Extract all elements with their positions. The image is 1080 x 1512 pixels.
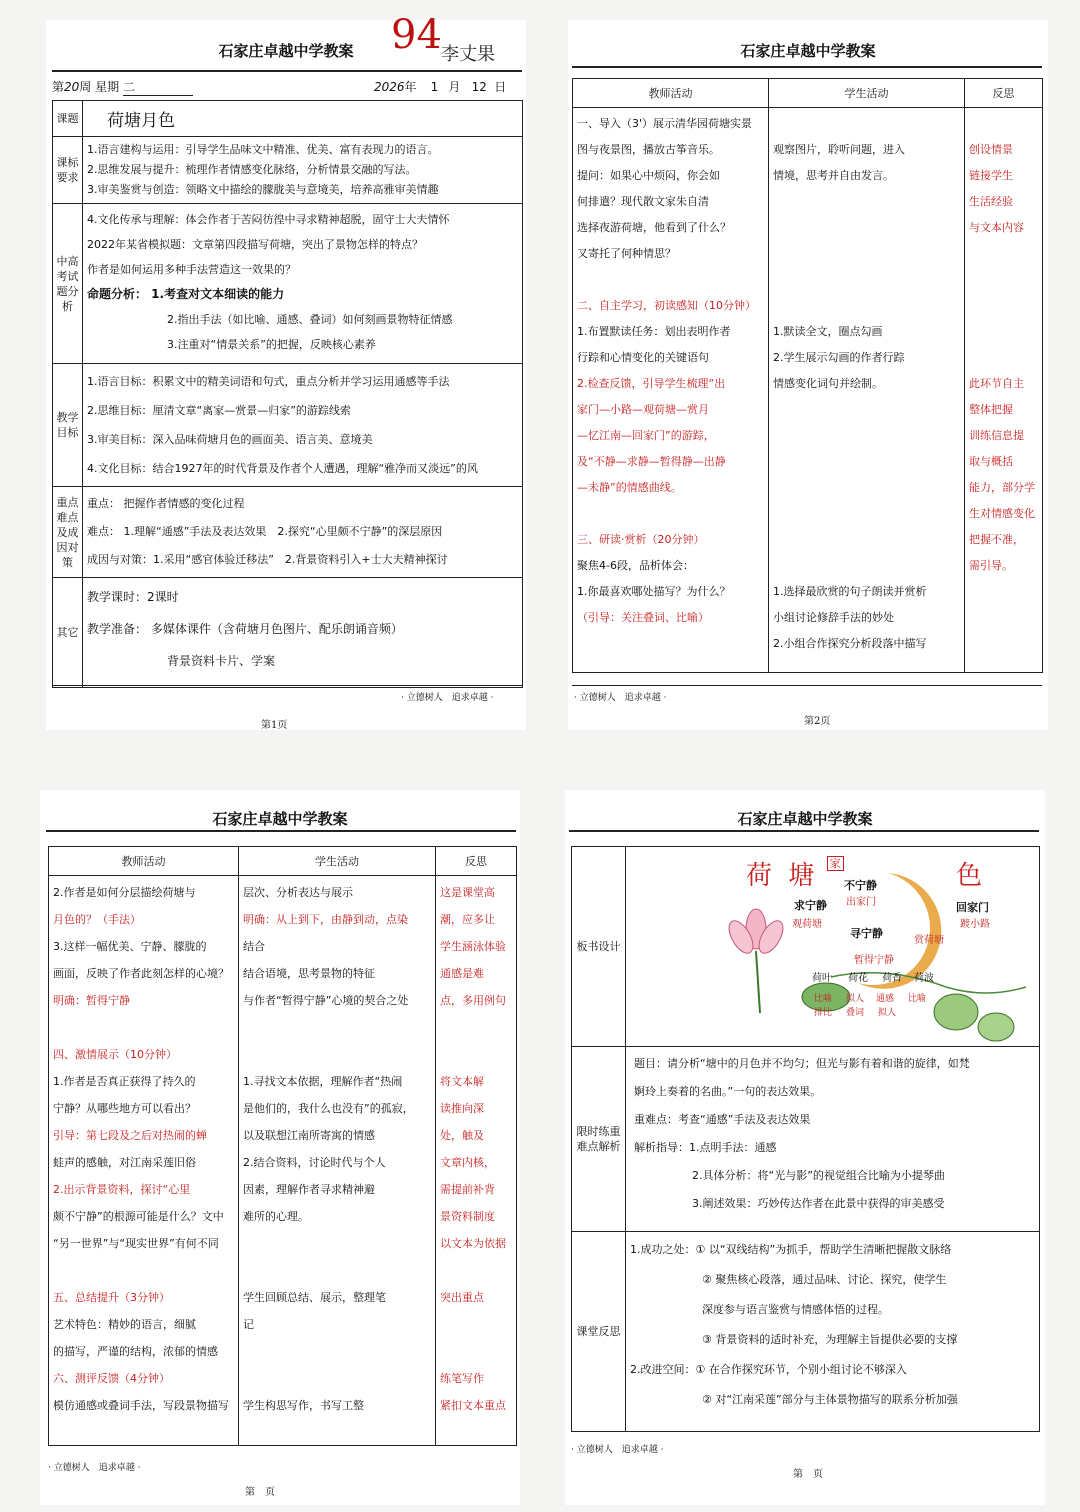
handwritten-line: 六、测评反馈（4分钟） — [53, 1372, 170, 1385]
handwritten-line — [577, 501, 764, 527]
handwritten-line: 生对情感变化 — [969, 507, 1035, 520]
month-value: 1 — [430, 80, 439, 94]
reflect-line: 深度参与语言鉴赏与情感体悟的过程。 — [702, 1303, 889, 1316]
handwritten-line: 2.小组合作探究分析段落中描写 — [773, 637, 927, 650]
week-suffix: 周 星期 — [79, 80, 120, 94]
handwritten-line: 潮，应多让 — [440, 913, 495, 926]
handwritten-line: 学生构思写作，书写工整 — [243, 1399, 364, 1412]
handwritten-line: 需提前补背 — [440, 1183, 495, 1196]
practice-line: 3.阐述效果：巧妙传达作者在此景中获得的审美感受 — [692, 1197, 945, 1210]
practice-line: 2.具体分析：将“光与影”的视觉组合比喻为小提琴曲 — [692, 1169, 945, 1182]
board-label: 板书设计 — [572, 847, 626, 1047]
board-title — [746, 855, 844, 892]
day-label: 日 — [494, 80, 507, 94]
page-number: 第2页 — [804, 716, 831, 727]
reflect-column — [436, 876, 517, 1446]
header-teacher: 教师活动 — [49, 847, 239, 876]
handwritten-line: 五、总结提升（3分钟） — [53, 1291, 170, 1304]
divider — [46, 830, 516, 832]
handwritten-line: 1.寻找文本依据，理解作者“热闹 — [243, 1075, 403, 1088]
handwritten-line: 练笔写作 — [440, 1372, 484, 1385]
handwritten-line: 以文本为依据 — [440, 1237, 506, 1250]
handwritten-line: 四、激情展示（10分钟） — [53, 1048, 177, 1061]
footer-divider — [572, 685, 1042, 686]
teacher-column — [573, 108, 769, 673]
motto: · 立德树人 追求卓越 · — [48, 1463, 141, 1473]
board-title-char: 荷 — [746, 861, 773, 891]
handwritten-line — [773, 501, 960, 527]
handwritten-line — [440, 1338, 512, 1365]
year-value: 2026 — [374, 80, 405, 94]
handwritten-line — [243, 1338, 431, 1365]
handwritten-line — [243, 1041, 431, 1068]
board-item: 荷花 — [848, 973, 868, 984]
board-item: 拟人 — [878, 1008, 897, 1018]
signer-name: 李丈果 — [441, 44, 495, 65]
board-house: 家 — [827, 856, 844, 871]
reflect-label: 课堂反思 — [572, 1232, 626, 1432]
goal-line: 4.文化目标：结合1927年的时代背景及作者个人遭遇，理解“雅净而又淡远”的风 — [87, 462, 478, 475]
standards-cell — [83, 137, 523, 204]
handwritten-line: 是他们的，我什么也没有”的孤寂， — [243, 1102, 414, 1115]
handwritten-line — [969, 319, 1038, 345]
handwritten-line: “另一世界”与“现实世界”有何不同 — [53, 1237, 219, 1250]
handwritten-line: 观察图片，聆听问题，进入 — [773, 143, 905, 156]
board-item: 回家门 — [956, 901, 989, 914]
page-2-title: 石家庄卓越中学教案 — [740, 42, 876, 60]
board-item: 排比 — [814, 1008, 833, 1018]
handwritten-line: 记 — [243, 1318, 254, 1331]
board-item: 出家门 — [846, 897, 876, 908]
divider — [52, 70, 522, 72]
handwritten-line: 难所的心理。 — [243, 1210, 309, 1223]
key-line: 重点： 把握作者情感的变化过程 — [87, 497, 245, 510]
year-label: 年 — [404, 80, 417, 94]
handwritten-line: 这是课堂高 — [440, 886, 495, 899]
handwritten-line: 聚焦4-6段，品析体会： — [577, 559, 694, 572]
handwritten-line: 2.结合资料，讨论时代与个人 — [243, 1156, 386, 1169]
handwritten-line — [773, 189, 960, 215]
handwritten-line: 引导：第七段及之后对热闹的蝉 — [53, 1129, 207, 1142]
board-item: 暂得宁静 — [854, 955, 894, 966]
handwritten-line: 结合 — [243, 940, 265, 953]
handwritten-line: 与作者“暂得宁静”心境的契合之处 — [243, 994, 409, 1007]
handwritten-line: 提问：如果心中烦闷，你会如 — [577, 169, 720, 182]
board-cell — [626, 847, 1040, 1047]
handwritten-line — [243, 1365, 431, 1392]
handwritten-line: 3.这样一幅优美、宁静、朦胧的 — [53, 940, 207, 953]
handwritten-line: 三、研读·赏析（20分钟） — [577, 533, 705, 546]
handwritten-line: 蛙声的感触，对江南采莲旧俗 — [53, 1156, 196, 1169]
standard-line: 3.审美鉴赏与创造：领略文中描绘的朦胧美与意境美，培养高雅审美情趣 — [87, 183, 439, 196]
date-line — [52, 78, 522, 96]
handwritten-line — [773, 267, 960, 293]
student-column — [769, 108, 965, 673]
handwritten-line — [969, 111, 1038, 137]
board-item: 寻宁静 — [850, 927, 883, 940]
handwritten-line — [969, 293, 1038, 319]
header-reflect: 反思 — [436, 847, 517, 876]
handwritten-line — [773, 397, 960, 423]
board-item: 踱小路 — [960, 919, 990, 930]
handwritten-line: 以及联想江南所寄寓的情感 — [243, 1129, 375, 1142]
topic-label: 课题 — [53, 101, 83, 137]
handwritten-line — [773, 423, 960, 449]
week-label: 第 — [52, 80, 65, 94]
motto: · 立德树人 追求卓越 · — [574, 693, 667, 703]
handwritten-line — [440, 1014, 512, 1041]
handwritten-line — [773, 449, 960, 475]
handwritten-line — [243, 1230, 431, 1257]
handwritten-line — [440, 1257, 512, 1284]
page-1-title: 石家庄卓越中学教案 — [218, 42, 354, 60]
student-column — [239, 876, 436, 1446]
handwritten-line: 紧扣文本重点 — [440, 1399, 506, 1412]
board-title-char: 塘 — [788, 861, 815, 891]
handwritten-line: 明确：暂得宁静 — [53, 994, 130, 1007]
page-2 — [568, 20, 1048, 730]
handwritten-line: 生活经验 — [969, 195, 1013, 208]
exam-line: 2022年某省模拟题：文章第四段描写荷塘，突出了景物怎样的特点？ — [87, 238, 423, 251]
handwritten-line — [773, 241, 960, 267]
handwritten-line: 1.默读全文，圈点勾画 — [773, 325, 883, 338]
page-4 — [565, 790, 1045, 1505]
activity-table — [572, 78, 1043, 673]
practice-label: 限时练重难点解析 — [572, 1047, 626, 1232]
handwritten-line: 2.出示背景资料，探讨“心里 — [53, 1183, 191, 1196]
board-item: 比喻 — [814, 994, 833, 1004]
header-reflect: 反思 — [965, 79, 1043, 108]
standard-line: 2.思维发展与提升：梳理作者情感变化脉络，分析情景交融的写法。 — [87, 163, 417, 176]
header-student: 学生活动 — [239, 847, 436, 876]
handwritten-line — [773, 111, 960, 137]
handwritten-line: 能力，部分学 — [969, 481, 1035, 494]
weekday-value: 二 — [123, 78, 193, 96]
lesson-plan-table — [52, 100, 523, 688]
handwritten-line: 月色的？（手法） — [53, 913, 141, 926]
other-line: 教学准备： 多媒体课件（含荷塘月色图片、配乐朗诵音频） — [87, 622, 403, 636]
handwritten-line: 结合语境，思考景物的特征 — [243, 967, 375, 980]
practice-line: 婀玲上奏着的名曲。”一句的表达效果。 — [634, 1085, 822, 1098]
handwritten-line: 宁静？从哪些地方可以看出？ — [53, 1102, 196, 1115]
board-item: 观荷塘 — [792, 919, 822, 930]
handwritten-line — [969, 241, 1038, 267]
handwritten-line: 链接学生 — [969, 169, 1013, 182]
handwritten-line: 情感变化词句并绘制。 — [773, 377, 883, 390]
handwritten-line: 2.检查反馈，引导学生梳理“出 — [577, 377, 726, 390]
motto: · 立德树人 追求卓越 · — [571, 1445, 664, 1455]
handwritten-line — [440, 1041, 512, 1068]
lotus-flower — [724, 909, 788, 1013]
reflect-line: ② 聚焦核心段落，通过品味、讨论、探究，使学生 — [702, 1273, 947, 1286]
handwritten-line: 把握不准， — [969, 533, 1024, 546]
board-item: 荷香 — [882, 973, 902, 984]
practice-line: 重难点：考查“通感”手法及表达效果 — [634, 1113, 811, 1126]
reflect-line: 2.改进空间：① 在合作探究环节，个别小组讨论不够深入 — [630, 1363, 907, 1376]
topic-cell — [83, 101, 523, 137]
reflect-line: ③ 背景资料的适时补充，为理解主旨提供必要的支撑 — [702, 1333, 958, 1346]
handwritten-line: 训练信息提 — [969, 429, 1024, 442]
exam-label: 中高考试题分析 — [53, 204, 83, 364]
handwritten-line: 情境，思考并自由发言。 — [773, 169, 894, 182]
page-number: 第 页 — [793, 1469, 823, 1480]
header-teacher: 教师活动 — [573, 79, 769, 108]
exam-line: 3.注重对“情景关系”的把握，反映核心素养 — [167, 338, 376, 351]
handwritten-line — [577, 267, 764, 293]
handwritten-line: 家门—小路—观荷塘—赏月 — [577, 403, 709, 416]
handwritten-line: 又寄托了何种情思？ — [577, 247, 676, 260]
handwritten-line: 因素，理解作者寻求精神避 — [243, 1183, 375, 1196]
page-3 — [40, 790, 520, 1505]
practice-line: 题目：请分析“塘中的月色并不均匀；但光与影有着和谐的旋律，如梵 — [634, 1057, 970, 1070]
handwritten-line: 1.选择最欣赏的句子朗读并赏析 — [773, 585, 927, 598]
handwritten-line: 整体把握 — [969, 403, 1013, 416]
handwritten-line: 图与夜景图，播放古筝音乐。 — [577, 143, 720, 156]
key-line: 难点： 1.理解“通感”手法及表达效果 2.探究“心里颇不宁静”的深层原因 — [87, 525, 443, 538]
board-item: 求宁静 — [794, 899, 827, 912]
page-number: 第1页 — [261, 720, 288, 731]
handwritten-line: 此环节自主 — [969, 377, 1024, 390]
handwritten-line — [53, 1014, 234, 1041]
week-value: 20 — [64, 80, 80, 94]
handwritten-line: —未静”的情感曲线。 — [577, 481, 682, 494]
handwritten-line: 及“不静—求静—暂得静—出静 — [577, 455, 726, 468]
exam-cell — [83, 204, 523, 364]
handwritten-line: 通感是难 — [440, 967, 484, 980]
handwritten-line — [773, 215, 960, 241]
handwritten-line: 需引导。 — [969, 559, 1013, 572]
exam-line: 2.指出手法（如比喻、通感、叠词）如何刻画景物特征情感 — [167, 313, 453, 326]
handwritten-line: 艺术特色：精妙的语言，细腻 — [53, 1318, 196, 1331]
motto: · 立德树人 追求卓越 · — [401, 693, 494, 703]
divider — [569, 830, 1039, 832]
handwritten-line — [773, 293, 960, 319]
handwritten-line — [969, 267, 1038, 293]
other-label: 其它 — [53, 578, 83, 688]
page-4-title: 石家庄卓越中学教案 — [737, 810, 873, 828]
key-label: 重点难点及成因对策 — [53, 487, 83, 578]
handwritten-line: 突出重点 — [440, 1291, 484, 1304]
handwritten-line: 1.作者是否真正获得了持久的 — [53, 1075, 196, 1088]
reflect-column — [965, 108, 1043, 673]
divider — [572, 66, 1042, 68]
handwritten-line — [440, 1311, 512, 1338]
activity-table — [48, 846, 517, 1446]
key-cell — [83, 487, 523, 578]
handwritten-line: 1.布置默读任务：划出表明作者 — [577, 325, 731, 338]
handwritten-line: 行踪和心情变化的关键语句 — [577, 351, 709, 364]
handwritten-line: 选择夜游荷塘，他看到了什么？ — [577, 221, 731, 234]
page-1 — [46, 12, 526, 731]
goal-line: 1.语言目标：积累文中的精美词语和句式，重点分析并学习运用通感等手法 — [87, 375, 450, 388]
handwritten-line: 模仿通感或叠词手法，写段景物描写 — [53, 1399, 229, 1412]
other-line: 教学课时：2课时 — [87, 590, 179, 604]
handwritten-line: 2.作者是如何分层描绘荷塘与 — [53, 886, 196, 899]
handwritten-line: 1.你最喜欢哪处描写？为什么？ — [577, 585, 731, 598]
handwritten-line — [969, 345, 1038, 371]
handwritten-line: 学生涵泳体验 — [440, 940, 506, 953]
handwritten-line — [773, 475, 960, 501]
goal-line: 3.审美目标：深入品味荷塘月色的画面美、语言美、意境美 — [87, 433, 373, 446]
summary-table — [571, 846, 1040, 1432]
handwritten-line — [243, 1014, 431, 1041]
handwritten-line: 创设情景 — [969, 143, 1013, 156]
board-item: 通感 — [876, 994, 895, 1004]
other-cell — [83, 578, 523, 688]
handwritten-line: 处，触及 — [440, 1129, 484, 1142]
handwritten-line: 的描写，严谨的结构，浓郁的情感 — [53, 1345, 218, 1358]
day-value: 12 — [471, 80, 487, 94]
handwritten-line — [243, 1257, 431, 1284]
handwritten-line: 小组讨论修辞手法的妙处 — [773, 611, 894, 624]
handwritten-line: 画面，反映了作者此刻怎样的心境？ — [53, 967, 229, 980]
handwritten-line — [773, 527, 960, 553]
standards-label: 课标要求 — [53, 137, 83, 204]
handwritten-line: 层次、分析表达与展示 — [243, 886, 353, 899]
handwritten-line: 景资料制度 — [440, 1210, 495, 1223]
handwritten-line: 2.学生展示勾画的作者行踪 — [773, 351, 905, 364]
handwritten-line: —忆江南—回家门”的游踪， — [577, 429, 715, 442]
exam-line: 作者是如何运用多种手法营造这一效果的？ — [87, 263, 296, 276]
board-item: 拟人 — [846, 994, 865, 1004]
practice-line: 解析指导：1.点明手法：通感 — [634, 1141, 777, 1154]
handwritten-line: 一、导入（3'）展示清华园荷塘实景 — [577, 117, 753, 130]
lily-pad — [934, 994, 978, 1030]
handwritten-line — [773, 553, 960, 579]
handwritten-line: 读推向深 — [440, 1102, 484, 1115]
practice-cell — [626, 1047, 1040, 1232]
handwritten-line — [53, 1257, 234, 1284]
reflect-line: ② 对“江南采莲”部分与主体景物描写的联系分析加强 — [702, 1393, 958, 1406]
board-title-end: 色 — [956, 861, 983, 891]
board-item: 不宁静 — [844, 879, 877, 892]
handwritten-line: 将文本解 — [440, 1075, 484, 1088]
board-item: 叠词 — [846, 1008, 865, 1018]
other-line: 背景资料卡片、学案 — [167, 654, 276, 668]
handwritten-line: 点，多用例句 — [440, 994, 506, 1007]
handwritten-line: 何排遣？现代散文家朱自清 — [577, 195, 709, 208]
exam-line: 命题分析： 1.考查对文本细读的能力 — [87, 287, 285, 301]
page-number: 第 页 — [245, 1487, 275, 1498]
handwritten-line: 颇不宁静”的根源可能是什么？文中 — [53, 1210, 224, 1223]
header-student: 学生活动 — [769, 79, 965, 108]
reflect-cell — [626, 1232, 1040, 1432]
handwritten-line: 学生回顾总结、展示，整理笔 — [243, 1291, 386, 1304]
board-item: 比喻 — [908, 994, 927, 1004]
teacher-column — [49, 876, 239, 1446]
lily-pad — [978, 1013, 1014, 1041]
handwritten-line: 文章内核， — [440, 1156, 495, 1169]
goals-cell — [83, 364, 523, 487]
standard-line: 4.文化传承与理解：体会作者于苦闷彷徨中寻求精神超脱，固守士大夫情怀 — [87, 213, 450, 226]
footer-divider — [52, 685, 522, 686]
handwritten-line: 与文本内容 — [969, 221, 1024, 234]
reflect-line: 1.成功之处：① 以“双线结构”为抓手，帮助学生清晰把握散文脉络 — [630, 1243, 952, 1256]
board-item: 荷叶 — [812, 973, 832, 984]
topic-value: 荷塘月色 — [107, 111, 175, 131]
standard-line: 1.语言建构与运用：引导学生品味文中精准、优美、富有表现力的语言。 — [87, 143, 439, 156]
key-line: 成因与对策：1.采用“感官体验迁移法” 2.背景资料引入+士大夫精神探讨 — [87, 553, 448, 566]
handwritten-line: （引导：关注叠词、比喻） — [577, 611, 709, 624]
handwritten-line: 取与概括 — [969, 455, 1013, 468]
handwritten-line: 明确：从上到下，由静到动，点染 — [243, 913, 408, 926]
month-label: 月 — [448, 80, 461, 94]
score-mark: 94 — [391, 12, 442, 58]
goal-line: 2.思维目标：厘清文章“离家—赏景—归家”的游踪线索 — [87, 404, 351, 417]
handwritten-line: 二、自主学习，初读感知（10分钟） — [577, 299, 756, 312]
board-item: 赏荷塘 — [914, 935, 944, 946]
goals-label: 教学目标 — [53, 364, 83, 487]
board-item: 荷波 — [914, 973, 934, 984]
page-3-title: 石家庄卓越中学教案 — [212, 810, 348, 828]
